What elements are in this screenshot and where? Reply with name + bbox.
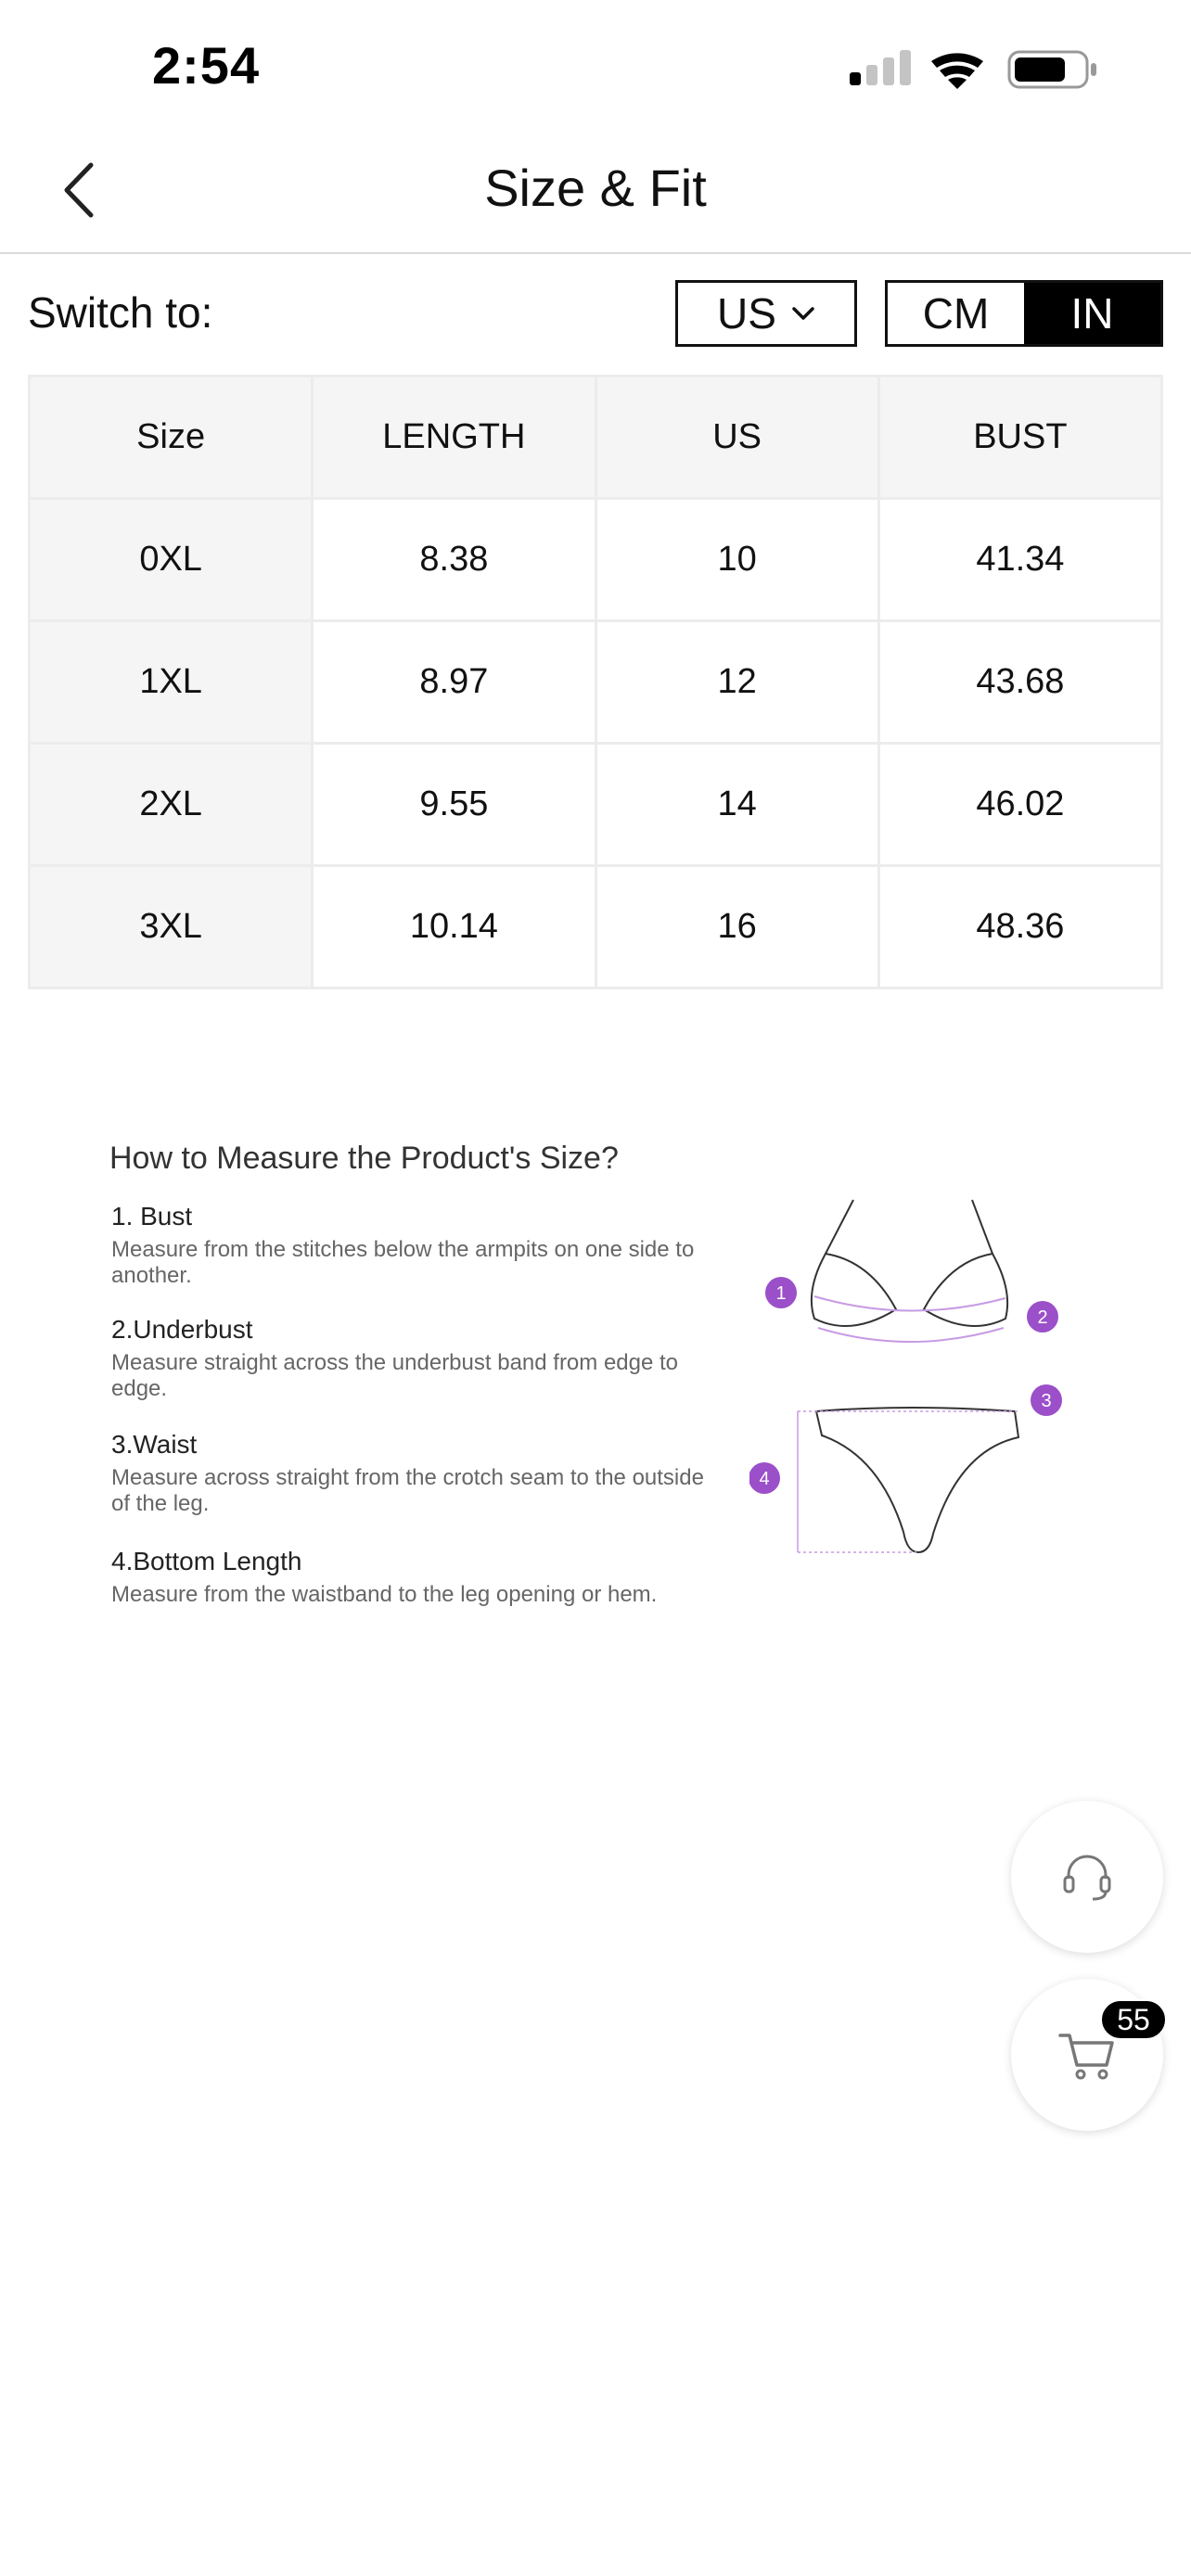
table-cell: 16	[596, 866, 878, 988]
table-row	[30, 866, 1162, 988]
guide-item-heading: 3.Waist	[111, 1430, 198, 1459]
status-time: 2:54	[152, 36, 261, 95]
marker-2	[1027, 1301, 1058, 1333]
page-title: Size & Fit	[484, 159, 707, 217]
guide-item-waist	[111, 1430, 724, 1517]
guide-item-desc: Measure straight across the underbust band from edge to edge.	[111, 1350, 679, 1401]
headset-icon	[1059, 1849, 1115, 1905]
guide-item-underbust	[111, 1315, 724, 1402]
unit-option-in[interactable]: IN	[1024, 283, 1160, 344]
chevron-down-icon	[791, 305, 815, 322]
region-select[interactable]	[675, 280, 857, 347]
table-cell: 46.02	[878, 744, 1161, 866]
table-row	[30, 744, 1162, 866]
svg-text:4: 4	[759, 1469, 770, 1489]
guide-item-heading: 1. Bust	[111, 1202, 193, 1231]
table-cell: 12	[596, 621, 878, 744]
column-header: Size	[30, 376, 313, 499]
guide-item-heading: 2.Underbust	[111, 1315, 253, 1344]
table-cell: 8.38	[313, 499, 596, 621]
svg-text:3: 3	[1041, 1391, 1052, 1411]
size-cell: 0XL	[30, 499, 313, 621]
size-cell: 3XL	[30, 866, 313, 988]
unit-option-cm[interactable]: CM	[888, 283, 1024, 344]
status-icons	[850, 48, 1100, 91]
guide-item-bust	[111, 1202, 724, 1289]
guide-item-desc: Measure from the stitches below the armpits on one side to another.	[111, 1237, 695, 1288]
column-header: LENGTH	[313, 376, 596, 499]
signal-icon	[850, 50, 911, 85]
guide-item-desc: Measure across straight from the crotch seam to the outside of the leg.	[111, 1465, 704, 1516]
measure-guide	[109, 1133, 1093, 1634]
table-cell: 43.68	[878, 621, 1161, 744]
table-header-row	[30, 376, 1162, 499]
guide-item-desc: Measure from the waistband to the leg opening or hem.	[111, 1582, 658, 1607]
table-cell: 48.36	[878, 866, 1161, 988]
marker-1	[765, 1277, 797, 1308]
table-cell: 41.34	[878, 499, 1161, 621]
wifi-icon	[931, 53, 983, 89]
region-value: US	[717, 289, 776, 338]
table-cell: 8.97	[313, 621, 596, 744]
customer-service-button[interactable]	[1011, 1801, 1163, 1953]
cart-count-badge: 55	[1100, 1999, 1167, 2040]
table-row	[30, 499, 1162, 621]
bikini-measure-diagram	[749, 1189, 1093, 1578]
svg-text:2: 2	[1037, 1307, 1048, 1328]
table-cell: 9.55	[313, 744, 596, 866]
svg-text:1: 1	[775, 1283, 787, 1304]
guide-item-heading: 4.Bottom Length	[111, 1547, 302, 1575]
size-table	[28, 375, 1163, 989]
column-header: US	[596, 376, 878, 499]
size-cell: 1XL	[30, 621, 313, 744]
guide-title: How to Measure the Product's Size?	[109, 1141, 619, 1176]
battery-icon	[1009, 52, 1096, 87]
marker-3	[1031, 1384, 1062, 1416]
marker-4	[749, 1462, 780, 1494]
table-cell: 14	[596, 744, 878, 866]
header	[0, 130, 1191, 254]
table-cell: 10	[596, 499, 878, 621]
status-bar	[0, 0, 1191, 130]
unit-toggle	[885, 280, 1163, 347]
column-header: BUST	[878, 376, 1161, 499]
table-cell: 10.14	[313, 866, 596, 988]
switch-label: Switch to:	[28, 288, 213, 337]
guide-item-bottom-length	[111, 1547, 724, 1608]
table-row	[30, 621, 1162, 744]
size-cell: 2XL	[30, 744, 313, 866]
